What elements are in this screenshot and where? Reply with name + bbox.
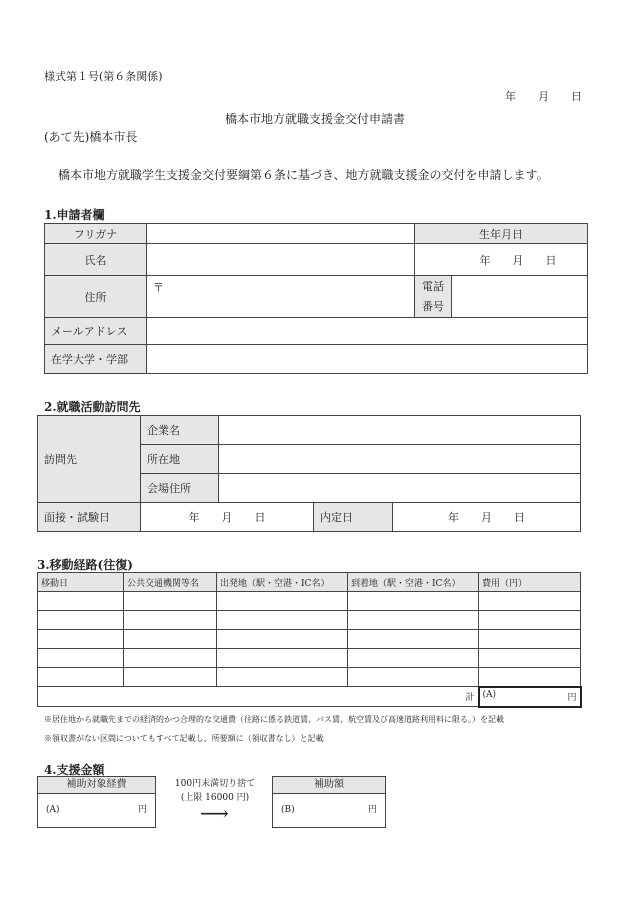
phone-label-line1: 電話 — [422, 279, 444, 293]
table-cell[interactable] — [348, 668, 479, 687]
rounding-rule: 100円未満切り捨て — [174, 779, 256, 789]
date-top — [505, 88, 582, 104]
birthdate-field[interactable] — [415, 244, 588, 276]
table-cell[interactable] — [38, 649, 124, 668]
table-cell[interactable] — [124, 592, 217, 611]
subsidy-expense-label: 補助対象経費 — [38, 777, 155, 794]
visit-label: 訪問先 — [38, 416, 141, 503]
birth-day: 日 — [545, 253, 557, 267]
upper-limit: (上限 16000 円) — [180, 793, 250, 803]
table-cell[interactable] — [217, 592, 348, 611]
table-cell[interactable] — [38, 592, 124, 611]
col-move-date: 移動日 — [38, 573, 124, 592]
furigana-label: フリガナ — [45, 224, 147, 244]
date-month: 月 — [538, 90, 549, 103]
venue-field[interactable] — [219, 474, 581, 503]
school-label: 在学大学・学部 — [45, 345, 147, 374]
total-field[interactable] — [479, 687, 581, 707]
company-field[interactable] — [219, 416, 581, 445]
date-year: 年 — [505, 90, 516, 103]
total-label: 計 — [38, 687, 479, 707]
table-cell[interactable] — [217, 611, 348, 630]
email-field[interactable] — [147, 318, 588, 345]
table-cell[interactable] — [348, 592, 479, 611]
table-cell[interactable] — [479, 630, 581, 649]
total-yen: 円 — [567, 693, 577, 703]
offer-year: 年 — [448, 511, 459, 524]
offer-date-field[interactable] — [393, 503, 581, 532]
subsidy-amount-field[interactable] — [273, 798, 385, 823]
route-table — [37, 572, 582, 708]
location-field[interactable] — [219, 445, 581, 474]
table-cell[interactable] — [38, 611, 124, 630]
table-cell[interactable] — [124, 630, 217, 649]
col-departure: 出発地（駅・空港・IC名） — [217, 573, 348, 592]
interview-day: 日 — [254, 511, 266, 524]
phone-label — [415, 276, 452, 318]
subsidy-amount-box — [272, 776, 386, 828]
col-cost: 費用（円） — [479, 573, 581, 592]
note-1: ※居住地から就職先までの経済的かつ合理的な交通費（往路に係る鉄道賃、バス賃、航空賃及び高速道路利用料に限る。）を記載 — [44, 715, 504, 724]
arrow-icon: ⟶ — [200, 801, 229, 825]
section1-heading: 1.申請者欄 — [44, 208, 105, 222]
location-label: 所在地 — [141, 445, 219, 474]
offer-label: 内定日 — [314, 503, 393, 532]
birth-month: 月 — [512, 253, 524, 267]
offer-month: 月 — [481, 511, 492, 524]
date-day: 日 — [571, 90, 582, 103]
table-cell[interactable] — [348, 630, 479, 649]
table-cell[interactable] — [348, 611, 479, 630]
furigana-field[interactable] — [147, 224, 415, 244]
section2-heading: 2.就職活動訪問先 — [44, 400, 141, 414]
table-cell[interactable] — [479, 649, 581, 668]
name-label: 氏名 — [45, 244, 147, 276]
table-cell[interactable] — [38, 668, 124, 687]
total-a-mark: (A) — [482, 690, 497, 700]
applicant-table — [44, 223, 588, 374]
postal-mark: 〒 — [153, 281, 164, 294]
phone-label-line2: 番号 — [422, 299, 444, 313]
address-field[interactable] — [147, 276, 415, 318]
interview-year: 年 — [188, 511, 200, 524]
addressee: (あて先)橋本市長 — [44, 130, 138, 144]
note-2: ※領収書がない区間についてもすべて記載し、所要額に（領収書なし）と記載 — [44, 734, 324, 743]
table-cell[interactable] — [479, 592, 581, 611]
company-label: 企業名 — [141, 416, 219, 445]
phone-field[interactable] — [452, 276, 588, 318]
venue-label: 会場住所 — [141, 474, 219, 503]
table-cell[interactable] — [217, 649, 348, 668]
section3-heading: 3.移動経路(往復) — [37, 558, 133, 572]
table-cell[interactable] — [38, 630, 124, 649]
offer-day: 日 — [514, 511, 525, 524]
birthdate-label: 生年月日 — [415, 224, 588, 244]
intro-text: 橋本市地方就職学生支援金交付要綱第６条に基づき、地方就職支援金の交付を申請します。 — [58, 168, 549, 182]
table-cell[interactable] — [217, 630, 348, 649]
name-field[interactable] — [147, 244, 415, 276]
interview-month: 月 — [221, 511, 233, 524]
box1-yen: 円 — [137, 805, 147, 815]
table-cell[interactable] — [124, 611, 217, 630]
subsidy-amount-label: 補助額 — [273, 777, 385, 794]
col-arrival: 到着地（駅・空港・IC名） — [348, 573, 479, 592]
birth-year: 年 — [479, 253, 491, 267]
table-cell[interactable] — [124, 649, 217, 668]
subsidy-expense-box — [37, 776, 156, 828]
interview-date-field[interactable] — [141, 503, 314, 532]
interview-label: 面接・試験日 — [38, 503, 141, 532]
form-number: 様式第１号(第６条関係) — [44, 70, 163, 83]
box2-yen: 円 — [367, 805, 377, 815]
table-cell[interactable] — [479, 668, 581, 687]
address-label: 住所 — [45, 276, 147, 318]
table-cell[interactable] — [124, 668, 217, 687]
email-label: メールアドレス — [45, 318, 147, 345]
table-cell[interactable] — [479, 611, 581, 630]
box1-a-mark: (A) — [46, 805, 60, 815]
school-field[interactable] — [147, 345, 588, 374]
table-cell[interactable] — [217, 668, 348, 687]
form-title: 橋本市地方就職支援金交付申請書 — [224, 112, 405, 126]
col-transport: 公共交通機関等名 — [124, 573, 217, 592]
box2-b-mark: (B) — [281, 805, 295, 815]
section4-heading: 4.支援金額 — [44, 763, 105, 777]
visit-table — [37, 415, 581, 532]
table-cell[interactable] — [348, 649, 479, 668]
subsidy-expense-field[interactable] — [38, 798, 155, 823]
